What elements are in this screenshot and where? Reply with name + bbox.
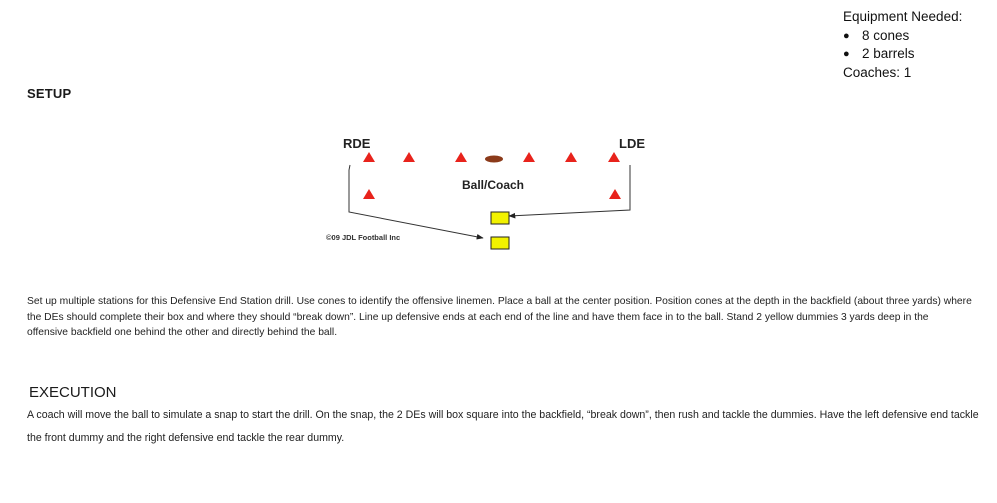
cone-icon — [363, 152, 375, 162]
football-icon — [485, 156, 503, 163]
cone-icon — [403, 152, 415, 162]
cone-icon — [363, 189, 375, 199]
cone-icon — [523, 152, 535, 162]
equipment-title: Equipment Needed: — [843, 9, 963, 24]
front-dummy-icon — [491, 212, 509, 224]
bullet-icon: ● — [843, 29, 850, 42]
lde-label: LDE — [619, 136, 645, 151]
rde-path — [349, 165, 483, 238]
cone-icon — [608, 152, 620, 162]
coaches-count: Coaches: 1 — [843, 64, 912, 80]
copyright-label: ©09 JDL Football Inc — [326, 233, 401, 242]
execution-heading: EXECUTION — [29, 384, 117, 401]
rear-dummy-icon — [491, 237, 509, 249]
cone-icon — [609, 189, 621, 199]
rde-label: RDE — [343, 136, 371, 151]
equipment-item: ● 2 barrels — [843, 45, 962, 64]
bullet-icon: ● — [843, 48, 850, 60]
setup-paragraph: Set up multiple stations for this Defensive End Station drill. Use cones to identify the offensive linemen. Place a ball at the center position. Position cones at the depth in the backfield (about three yards) where the DEs should complete their box and where they should “break down”. Line up defensive ends at each end of the line and have them face in to the ball. Stand 2 yellow dummies 3 yards deep in the offensive backfield one behind the other and directly behind the ball. — [27, 296, 972, 338]
equipment-item: ● 8 cones — [843, 27, 962, 46]
cone-icon — [565, 152, 577, 162]
ball-coach-label: Ball/Coach — [462, 178, 525, 192]
lde-path — [509, 165, 630, 216]
execution-paragraph: A coach will move the ball to simulate a snap to start the drill. On the snap, the 2 DEs will box square into the backfield, “break down”, then rush and tackle the dummies. Have the left defensive end tackle the front dummy and the right defensive end tackle the rear dummy. — [27, 409, 979, 444]
setup-heading: SETUP — [27, 86, 72, 101]
cone-icon — [455, 152, 467, 162]
